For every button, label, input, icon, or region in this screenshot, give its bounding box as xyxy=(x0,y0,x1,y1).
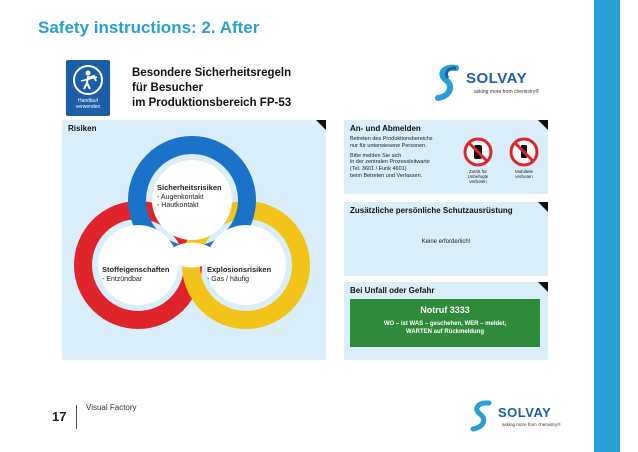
no-phone-caption-line: Mobiltele xyxy=(514,169,533,174)
registration-line: Bitte melden Sie sich xyxy=(350,152,402,159)
safety-risks-title: Sicherheitsrisiken xyxy=(157,183,222,192)
registration-line: beim Betreten und Verlassen. xyxy=(350,172,423,179)
no-entry-sign xyxy=(458,136,498,192)
corner-mark xyxy=(538,202,548,212)
solvay-swirl-icon xyxy=(470,400,496,432)
logo-name: SOLVAY xyxy=(466,70,528,87)
no-phone-icon xyxy=(508,136,540,168)
registration-line: (Tel. 3601 / Funk 4601) xyxy=(350,166,407,173)
corner-mark xyxy=(538,282,548,292)
no-entry-caption-line: Zutritt für xyxy=(468,169,487,174)
risk-rings xyxy=(62,120,326,360)
no-entry-caption xyxy=(458,169,498,184)
solvay-logo xyxy=(434,64,554,104)
emergency-heading: Bei Unfall oder Gefahr xyxy=(350,286,435,295)
no-entry-caption-line: verboten xyxy=(469,179,487,184)
solvay-logo-footer xyxy=(470,400,575,434)
corner-mark xyxy=(538,120,548,130)
logo-tagline: asking more from chemistry® xyxy=(474,89,540,95)
footer-label: Visual Factory xyxy=(86,403,137,412)
logo-tagline: asking more from chemistry® xyxy=(502,422,561,427)
registration-panel xyxy=(344,120,548,194)
registration-text xyxy=(350,136,433,180)
page-number: 17 xyxy=(52,409,67,424)
ppe-heading: Zusätzliche persönliche Schutzausrüstung xyxy=(350,206,513,215)
footer-divider xyxy=(76,405,77,429)
safety-risks-label xyxy=(157,184,222,211)
substance-title: Stoffeigenschaften xyxy=(102,265,170,274)
explosion-label xyxy=(207,266,271,284)
emergency-box xyxy=(350,299,540,347)
logo-name: SOLVAY xyxy=(498,405,552,420)
solvay-swirl-icon xyxy=(434,64,464,102)
explosion-item: - Gas / häufig xyxy=(207,275,250,283)
no-phone-caption xyxy=(504,169,544,179)
ppe-text: Keine erforderlich! xyxy=(421,239,471,245)
no-entry-caption-line: Unbefugte xyxy=(467,174,489,179)
emergency-line: WARTEN auf Rückmeldung xyxy=(405,329,484,335)
registration-heading: An- und Abmelden xyxy=(350,124,421,133)
emergency-number: Notruf 3333 xyxy=(420,305,470,315)
emergency-line: WO – ist WAS – geschehen, WER – meldet, xyxy=(383,321,507,327)
registration-line: in der zentralen Prozessleitwarte xyxy=(350,159,430,166)
poster-title xyxy=(132,66,291,111)
poster-title-line: Besondere Sicherheitsregeln xyxy=(132,67,292,79)
sign-caption: Handlauf verwenden xyxy=(75,98,101,110)
safety-risk-item: - Augenkontakt xyxy=(157,193,204,201)
no-phone-caption-line: verboten xyxy=(515,174,533,179)
registration-line: Betreten des Produktionsbereichs xyxy=(350,136,433,142)
safety-risk-item: - Hautkontakt xyxy=(157,202,199,209)
substance-label xyxy=(102,266,170,284)
handrail-icon xyxy=(73,65,103,95)
accent-sidebar xyxy=(594,0,620,452)
no-entry-hand-icon xyxy=(462,136,494,168)
mandatory-sign xyxy=(66,60,110,116)
no-phone-sign xyxy=(504,136,544,192)
poster-header xyxy=(62,58,556,120)
ppe-panel xyxy=(344,202,548,276)
risks-heading: Risiken xyxy=(68,124,97,133)
registration-line: nur für unterwiesene Personen. xyxy=(350,142,427,149)
substance-item: - Entzündbar xyxy=(102,275,143,283)
risks-panel xyxy=(62,120,326,360)
slide-title: Safety instructions: 2. After xyxy=(38,18,260,37)
poster-title-line: für Besucher xyxy=(132,82,203,94)
explosion-title: Explosionsrisiken xyxy=(207,265,272,274)
poster-title-line: im Produktionsbereich FP-53 xyxy=(132,97,292,109)
